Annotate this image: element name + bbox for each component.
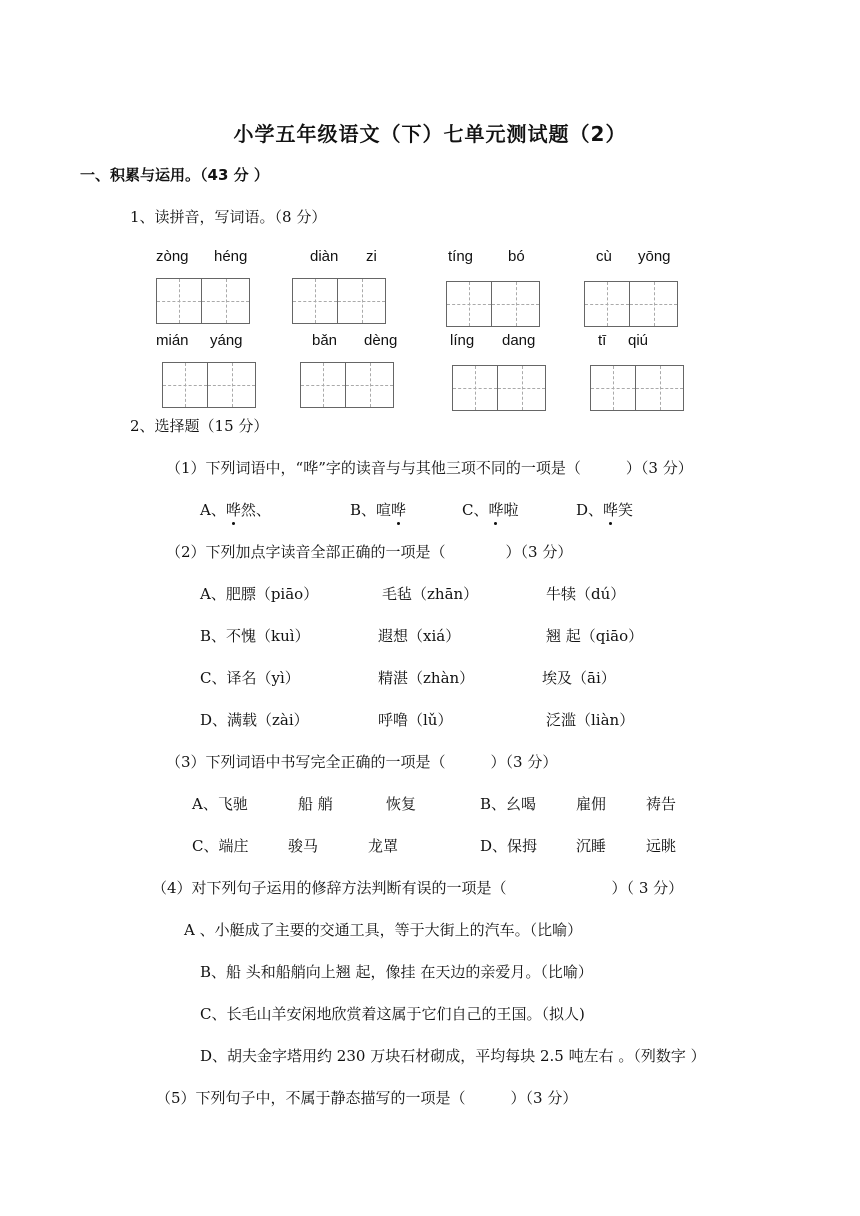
option-a-word3: 恢复 (386, 795, 417, 813)
option-a-word2: 船 艄 (298, 795, 333, 813)
option-a: A、哗然、 (200, 501, 271, 519)
pinyin: diàn (310, 248, 339, 265)
option-c-word3: 龙罩 (368, 837, 399, 855)
subquestion-2-stem: （2）下列加点字读音全部正确的一项是（ ）（3 分） (166, 543, 573, 561)
writing-grid[interactable] (292, 278, 388, 324)
writing-grid[interactable] (446, 281, 542, 327)
subquestion-3-stem: （3）下列词语中书写完全正确的一项是（ ）（3 分） (166, 753, 558, 771)
option-c: C、长毛山羊安闲地欣赏着这属于它们自己的王国。（拟人) (200, 1005, 585, 1023)
question-2-label: 2、选择题（15 分） (130, 417, 269, 435)
option-a: A、肥膘（piāo） (200, 585, 319, 603)
pinyin: bǎn (312, 332, 338, 349)
option-c-word2: 骏马 (288, 837, 319, 855)
writing-grid[interactable] (162, 362, 258, 408)
option-d: D、哗笑 (576, 501, 634, 519)
option-c: C、端庄 (192, 837, 249, 855)
option-c-word3: 埃及（āi） (542, 669, 616, 687)
pinyin: yōng (638, 248, 671, 265)
page-title: 小学五年级语文（下）七单元测试题（2） (233, 122, 627, 146)
pinyin: mián (156, 332, 189, 349)
pinyin: tíng (448, 248, 474, 265)
option-a: A 、小艇成了主要的交通工具，等于大街上的汽车。（比喻） (184, 921, 583, 939)
pinyin: cù (596, 248, 612, 265)
writing-grid[interactable] (300, 362, 396, 408)
pinyin: dang (502, 332, 536, 349)
option-d: D、满载（zài） (200, 711, 309, 729)
option-c-word2: 精湛（zhàn） (378, 669, 475, 687)
writing-grid[interactable] (590, 365, 686, 411)
section-heading: 一、积累与运用。（43 分 ） (80, 166, 269, 184)
option-a-word2: 毛毡（zhān） (382, 585, 479, 603)
pinyin: zi (366, 248, 377, 265)
option-b-word3: 祷告 (646, 795, 677, 813)
writing-grid[interactable] (156, 278, 252, 324)
pinyin: qiú (628, 332, 649, 349)
option-d: D、胡夫金字塔用约 230 万块石材砌成，平均每块 2.5 吨左右 。（列数字 ） (200, 1047, 706, 1065)
writing-grid[interactable] (452, 365, 548, 411)
pinyin: líng (450, 332, 475, 349)
option-a-word3: 牛犊（dú） (546, 585, 626, 603)
writing-grid[interactable] (584, 281, 680, 327)
subquestion-4-stem: （4）对下列句子运用的修辞方法判断有误的一项是（ ）（ 3 分） (152, 879, 684, 897)
option-b-word2: 遐想（xiá） (378, 627, 461, 645)
subquestion-5-stem: （5）下列句子中，不属于静态描写的一项是（ ）（3 分） (156, 1089, 578, 1107)
option-b: B、幺喝 (480, 795, 537, 813)
option-b: B、船 头和船艄向上翘 起，像挂 在天边的亲爱月。（比喻） (200, 963, 593, 981)
pinyin: yáng (210, 332, 243, 349)
option-d: D、保拇 (480, 837, 538, 855)
pinyin: bó (508, 248, 525, 265)
option-b: B、喧哗 (350, 501, 407, 519)
option-d-word3: 远眺 (646, 837, 677, 855)
pinyin: zòng (156, 248, 189, 265)
option-c: C、译名（yì） (200, 669, 300, 687)
pinyin: héng (214, 248, 248, 265)
option-d-word3: 泛滥（liàn） (546, 711, 635, 729)
subquestion-1-stem: （1）下列词语中，“哗”字的读音与与其他三项不同的一项是（ ）（3 分） (166, 459, 693, 477)
pinyin: tī (598, 332, 607, 349)
option-b: B、不愧（kuì） (200, 627, 310, 645)
option-b-word3: 翘 起（qiāo） (546, 627, 644, 645)
option-d-word2: 呼噜（lǔ） (378, 711, 453, 729)
option-b-word2: 雇佣 (576, 795, 607, 813)
question-1-label: 1、读拼音，写词语。（8 分） (130, 208, 327, 226)
option-a: A、飞驰 (192, 795, 248, 813)
option-d-word2: 沉睡 (576, 837, 607, 855)
option-c: C、哗啦 (462, 501, 519, 519)
pinyin: dèng (364, 332, 398, 349)
